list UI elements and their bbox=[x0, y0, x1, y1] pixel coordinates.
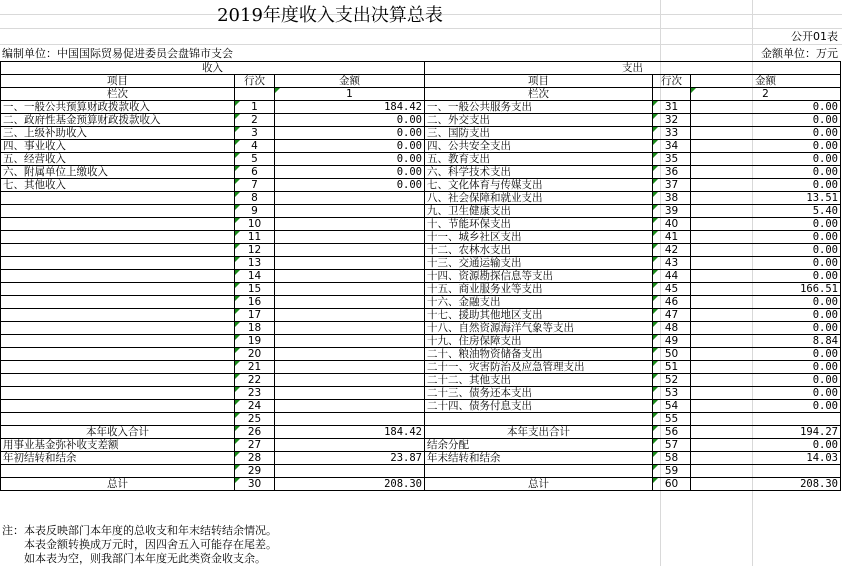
income-rowno-cell[interactable]: 19 bbox=[235, 335, 275, 348]
unit-label: 编制单位：中国国际贸易促进委员会盘锦市支会 bbox=[2, 47, 233, 60]
expense-amount-cell[interactable]: 0.00 bbox=[691, 153, 841, 166]
table-row bbox=[1, 270, 841, 283]
expense-section-header[interactable]: 支出 bbox=[425, 62, 841, 75]
income-amount-cell[interactable] bbox=[275, 231, 425, 244]
income-item-header[interactable]: 项目 bbox=[1, 75, 235, 88]
expense-amount-cell[interactable]: 0.00 bbox=[691, 322, 841, 335]
income-amount-cell[interactable]: 208.30 bbox=[275, 478, 425, 491]
income-rowno-blank[interactable] bbox=[235, 88, 275, 101]
table-row bbox=[1, 452, 841, 465]
expense-amount-cell[interactable]: 0.00 bbox=[691, 257, 841, 270]
expense-rowno-cell[interactable]: 51 bbox=[653, 361, 691, 374]
income-rowno-cell[interactable]: 14 bbox=[235, 270, 275, 283]
income-amount-cell[interactable]: 0.00 bbox=[275, 166, 425, 179]
income-item-cell[interactable] bbox=[1, 322, 235, 335]
page-title: 2019年度收入支出决算总表 bbox=[217, 5, 443, 26]
income-rowno-cell[interactable]: 11 bbox=[235, 231, 275, 244]
expense-rowno-cell[interactable]: 38 bbox=[653, 192, 691, 205]
income-item-cell[interactable] bbox=[1, 192, 235, 205]
income-amount-cell[interactable] bbox=[275, 192, 425, 205]
expense-rowno-cell[interactable]: 40 bbox=[653, 218, 691, 231]
income-amount-cell[interactable] bbox=[275, 348, 425, 361]
income-rowno-cell[interactable]: 27 bbox=[235, 439, 275, 452]
expense-rowno-cell[interactable]: 48 bbox=[653, 322, 691, 335]
income-item-cell[interactable]: 三、上级补助收入 bbox=[1, 127, 235, 140]
income-amount-cell[interactable] bbox=[275, 413, 425, 426]
income-item-cell[interactable]: 二、政府性基金预算财政拨款收入 bbox=[1, 114, 235, 127]
income-rowno-cell[interactable]: 15 bbox=[235, 283, 275, 296]
expense-rowno-header[interactable]: 行次 bbox=[653, 75, 691, 88]
expense-item-cell[interactable]: 十三、交通运输支出 bbox=[425, 257, 653, 270]
income-item-cell[interactable]: 一、一般公共预算财政拨款收入 bbox=[1, 101, 235, 114]
table-row bbox=[1, 387, 841, 400]
expense-amount-cell[interactable]: 0.00 bbox=[691, 348, 841, 361]
income-amount-cell[interactable]: 0.00 bbox=[275, 114, 425, 127]
expense-item-cell[interactable]: 十一、城乡社区支出 bbox=[425, 231, 653, 244]
income-item-cell[interactable] bbox=[1, 348, 235, 361]
expense-column-number[interactable]: 2 bbox=[691, 88, 841, 101]
expense-amount-cell[interactable]: 0.00 bbox=[691, 296, 841, 309]
footnotes bbox=[2, 524, 277, 566]
expense-rowno-cell[interactable]: 58 bbox=[653, 452, 691, 465]
income-rowno-cell[interactable]: 30 bbox=[235, 478, 275, 491]
expense-amount-cell[interactable]: 0.00 bbox=[691, 179, 841, 192]
table-row bbox=[1, 465, 841, 478]
expense-rowno-cell[interactable]: 43 bbox=[653, 257, 691, 270]
table-row bbox=[1, 114, 841, 127]
income-rowno-header[interactable]: 行次 bbox=[235, 75, 275, 88]
expense-item-cell[interactable]: 二十二、其他支出 bbox=[425, 374, 653, 387]
expense-item-cell[interactable]: 十七、援助其他地区支出 bbox=[425, 309, 653, 322]
expense-rowno-cell[interactable]: 32 bbox=[653, 114, 691, 127]
expense-amount-cell[interactable]: 0.00 bbox=[691, 400, 841, 413]
table-row bbox=[1, 153, 841, 166]
income-item-cell[interactable] bbox=[1, 205, 235, 218]
expense-item-cell[interactable]: 十九、住房保障支出 bbox=[425, 335, 653, 348]
income-amount-cell[interactable] bbox=[275, 439, 425, 452]
expense-amount-cell[interactable]: 0.00 bbox=[691, 127, 841, 140]
table-row bbox=[1, 244, 841, 257]
expense-amount-cell[interactable]: 8.84 bbox=[691, 335, 841, 348]
income-column-label[interactable]: 栏次 bbox=[1, 88, 235, 101]
income-item-cell[interactable]: 总计 bbox=[1, 478, 235, 491]
income-amount-cell[interactable] bbox=[275, 309, 425, 322]
income-rowno-cell[interactable]: 2 bbox=[235, 114, 275, 127]
expense-amount-cell[interactable]: 0.00 bbox=[691, 361, 841, 374]
expense-rowno-cell[interactable]: 46 bbox=[653, 296, 691, 309]
income-item-cell[interactable] bbox=[1, 283, 235, 296]
expense-rowno-cell[interactable]: 56 bbox=[653, 426, 691, 439]
income-amount-cell[interactable]: 184.42 bbox=[275, 426, 425, 439]
expense-amount-cell[interactable]: 0.00 bbox=[691, 270, 841, 283]
expense-amount-cell[interactable]: 208.30 bbox=[691, 478, 841, 491]
income-amount-cell[interactable]: 23.87 bbox=[275, 452, 425, 465]
expense-column-label[interactable]: 栏次 bbox=[425, 88, 653, 101]
expense-amount-cell[interactable]: 5.40 bbox=[691, 205, 841, 218]
income-item-cell[interactable]: 六、附属单位上缴收入 bbox=[1, 166, 235, 179]
income-item-cell[interactable]: 用事业基金弥补收支差额 bbox=[1, 439, 235, 452]
expense-rowno-cell[interactable]: 50 bbox=[653, 348, 691, 361]
income-item-cell[interactable] bbox=[1, 296, 235, 309]
income-rowno-cell[interactable]: 6 bbox=[235, 166, 275, 179]
income-item-cell[interactable]: 四、事业收入 bbox=[1, 140, 235, 153]
income-amount-cell[interactable]: 184.42 bbox=[275, 101, 425, 114]
expense-item-cell[interactable]: 十五、商业服务业等支出 bbox=[425, 283, 653, 296]
income-amount-cell[interactable] bbox=[275, 218, 425, 231]
income-item-cell[interactable] bbox=[1, 309, 235, 322]
expense-amount-cell[interactable]: 13.51 bbox=[691, 192, 841, 205]
table-row bbox=[1, 322, 841, 335]
table-row bbox=[1, 140, 841, 153]
expense-amount-cell[interactable]: 0.00 bbox=[691, 244, 841, 257]
income-item-cell[interactable] bbox=[1, 335, 235, 348]
table-row bbox=[1, 296, 841, 309]
income-rowno-cell[interactable]: 8 bbox=[235, 192, 275, 205]
expense-item-cell[interactable]: 二十三、债务还本支出 bbox=[425, 387, 653, 400]
expense-rowno-cell[interactable]: 34 bbox=[653, 140, 691, 153]
income-rowno-cell[interactable]: 7 bbox=[235, 179, 275, 192]
expense-rowno-cell[interactable]: 31 bbox=[653, 101, 691, 114]
expense-item-cell[interactable]: 一、一般公共服务支出 bbox=[425, 101, 653, 114]
expense-item-cell[interactable]: 十八、自然资源海洋气象等支出 bbox=[425, 322, 653, 335]
income-section-header[interactable]: 收入 bbox=[1, 62, 425, 75]
expense-item-cell[interactable]: 三、国防支出 bbox=[425, 127, 653, 140]
expense-item-cell[interactable]: 总计 bbox=[425, 478, 653, 491]
expense-rowno-cell[interactable]: 54 bbox=[653, 400, 691, 413]
expense-amount-cell[interactable]: 0.00 bbox=[691, 387, 841, 400]
table-row bbox=[1, 218, 841, 231]
table-row bbox=[1, 426, 841, 439]
expense-item-cell[interactable] bbox=[425, 465, 653, 478]
income-amount-cell[interactable] bbox=[275, 400, 425, 413]
table-row bbox=[1, 309, 841, 322]
table-row bbox=[1, 192, 841, 205]
table-row bbox=[1, 400, 841, 413]
expense-item-cell[interactable]: 年末结转和结余 bbox=[425, 452, 653, 465]
expense-item-cell[interactable]: 二十一、灾害防治及应急管理支出 bbox=[425, 361, 653, 374]
expense-rowno-cell[interactable]: 60 bbox=[653, 478, 691, 491]
amount-unit: 金额单位：万元 bbox=[761, 47, 838, 60]
expense-item-cell[interactable]: 五、教育支出 bbox=[425, 153, 653, 166]
income-amount-cell[interactable] bbox=[275, 387, 425, 400]
footnote: 注：本表反映部门本年度的总收支和年末结转结余情况。 bbox=[2, 524, 277, 537]
expense-amount-cell[interactable]: 0.00 bbox=[691, 140, 841, 153]
expense-item-header[interactable]: 项目 bbox=[425, 75, 653, 88]
income-rowno-cell[interactable]: 1 bbox=[235, 101, 275, 114]
income-amount-cell[interactable] bbox=[275, 374, 425, 387]
income-amount-cell[interactable] bbox=[275, 257, 425, 270]
expense-item-cell[interactable]: 八、社会保障和就业支出 bbox=[425, 192, 653, 205]
expense-item-cell[interactable]: 结余分配 bbox=[425, 439, 653, 452]
income-rowno-cell[interactable]: 17 bbox=[235, 309, 275, 322]
expense-amount-cell[interactable]: 0.00 bbox=[691, 309, 841, 322]
expense-rowno-cell[interactable]: 44 bbox=[653, 270, 691, 283]
expense-rowno-cell[interactable]: 55 bbox=[653, 413, 691, 426]
income-rowno-cell[interactable]: 13 bbox=[235, 257, 275, 270]
income-rowno-cell[interactable]: 22 bbox=[235, 374, 275, 387]
expense-amount-header[interactable]: 金额 bbox=[691, 75, 841, 88]
income-amount-cell[interactable]: 0.00 bbox=[275, 140, 425, 153]
expense-amount-cell[interactable]: 0.00 bbox=[691, 218, 841, 231]
table-row bbox=[1, 283, 841, 296]
income-item-cell[interactable] bbox=[1, 244, 235, 257]
income-amount-cell[interactable] bbox=[275, 205, 425, 218]
table-row bbox=[1, 179, 841, 192]
expense-rowno-blank[interactable] bbox=[653, 88, 691, 101]
expense-rowno-cell[interactable]: 33 bbox=[653, 127, 691, 140]
income-rowno-cell[interactable]: 23 bbox=[235, 387, 275, 400]
income-amount-cell[interactable] bbox=[275, 296, 425, 309]
expense-amount-cell[interactable]: 0.00 bbox=[691, 101, 841, 114]
table-row bbox=[1, 413, 841, 426]
expense-item-cell[interactable]: 十二、农林水支出 bbox=[425, 244, 653, 257]
expense-rowno-cell[interactable]: 35 bbox=[653, 153, 691, 166]
income-item-cell[interactable]: 本年收入合计 bbox=[1, 426, 235, 439]
income-rowno-cell[interactable]: 3 bbox=[235, 127, 275, 140]
income-item-cell[interactable]: 五、经营收入 bbox=[1, 153, 235, 166]
column-number-row bbox=[1, 88, 841, 101]
income-rowno-cell[interactable]: 26 bbox=[235, 426, 275, 439]
income-rowno-cell[interactable]: 29 bbox=[235, 465, 275, 478]
expense-amount-cell[interactable]: 0.00 bbox=[691, 439, 841, 452]
income-rowno-cell[interactable]: 25 bbox=[235, 413, 275, 426]
expense-rowno-cell[interactable]: 52 bbox=[653, 374, 691, 387]
table-row bbox=[1, 205, 841, 218]
income-item-cell[interactable] bbox=[1, 218, 235, 231]
expense-amount-cell[interactable]: 14.03 bbox=[691, 452, 841, 465]
income-amount-cell[interactable]: 0.00 bbox=[275, 179, 425, 192]
expense-amount-cell[interactable]: 166.51 bbox=[691, 283, 841, 296]
income-rowno-cell[interactable]: 20 bbox=[235, 348, 275, 361]
income-item-cell[interactable] bbox=[1, 400, 235, 413]
income-column-number[interactable]: 1 bbox=[275, 88, 425, 101]
income-rowno-cell[interactable]: 5 bbox=[235, 153, 275, 166]
footnote: 本表金额转换成万元时，因四舍五入可能存在尾差。 bbox=[24, 538, 277, 551]
expense-item-cell[interactable] bbox=[425, 413, 653, 426]
income-amount-cell[interactable] bbox=[275, 270, 425, 283]
table-row bbox=[1, 166, 841, 179]
table-row bbox=[1, 374, 841, 387]
expense-rowno-cell[interactable]: 57 bbox=[653, 439, 691, 452]
income-item-cell[interactable] bbox=[1, 270, 235, 283]
table-row bbox=[1, 335, 841, 348]
income-amount-cell[interactable]: 0.00 bbox=[275, 153, 425, 166]
expense-item-cell[interactable]: 六、科学技术支出 bbox=[425, 166, 653, 179]
expense-amount-cell[interactable]: 194.27 bbox=[691, 426, 841, 439]
table-row bbox=[1, 127, 841, 140]
expense-amount-cell[interactable]: 0.00 bbox=[691, 231, 841, 244]
expense-item-cell[interactable]: 十四、资源勘探信息等支出 bbox=[425, 270, 653, 283]
income-amount-cell[interactable] bbox=[275, 465, 425, 478]
table-row bbox=[1, 348, 841, 361]
expense-item-cell[interactable]: 二十四、债务付息支出 bbox=[425, 400, 653, 413]
expense-item-cell[interactable]: 本年支出合计 bbox=[425, 426, 653, 439]
expense-rowno-cell[interactable]: 42 bbox=[653, 244, 691, 257]
income-amount-cell[interactable] bbox=[275, 322, 425, 335]
expense-rowno-cell[interactable]: 53 bbox=[653, 387, 691, 400]
expense-amount-cell[interactable] bbox=[691, 465, 841, 478]
expense-item-cell[interactable]: 二十、粮油物资储备支出 bbox=[425, 348, 653, 361]
budget-table bbox=[0, 61, 841, 491]
income-item-cell[interactable] bbox=[1, 361, 235, 374]
income-item-cell[interactable] bbox=[1, 413, 235, 426]
table-row bbox=[1, 257, 841, 270]
income-amount-cell[interactable]: 0.00 bbox=[275, 127, 425, 140]
income-amount-header[interactable]: 金额 bbox=[275, 75, 425, 88]
income-item-cell[interactable] bbox=[1, 231, 235, 244]
income-item-cell[interactable] bbox=[1, 257, 235, 270]
expense-rowno-cell[interactable]: 39 bbox=[653, 205, 691, 218]
expense-rowno-cell[interactable]: 37 bbox=[653, 179, 691, 192]
income-amount-cell[interactable] bbox=[275, 361, 425, 374]
expense-rowno-cell[interactable]: 45 bbox=[653, 283, 691, 296]
expense-item-cell[interactable]: 四、公共安全支出 bbox=[425, 140, 653, 153]
income-amount-cell[interactable] bbox=[275, 335, 425, 348]
expense-amount-cell[interactable]: 0.00 bbox=[691, 374, 841, 387]
table-row bbox=[1, 361, 841, 374]
section-header-row bbox=[1, 62, 841, 75]
income-rowno-cell[interactable]: 10 bbox=[235, 218, 275, 231]
expense-item-cell[interactable]: 七、文化体育与传媒支出 bbox=[425, 179, 653, 192]
income-rowno-cell[interactable]: 9 bbox=[235, 205, 275, 218]
income-rowno-cell[interactable]: 16 bbox=[235, 296, 275, 309]
expense-amount-cell[interactable] bbox=[691, 413, 841, 426]
income-item-cell[interactable]: 七、其他收入 bbox=[1, 179, 235, 192]
income-rowno-cell[interactable]: 28 bbox=[235, 452, 275, 465]
income-item-cell[interactable] bbox=[1, 465, 235, 478]
income-amount-cell[interactable] bbox=[275, 283, 425, 296]
column-header-row bbox=[1, 75, 841, 88]
expense-item-cell[interactable]: 十六、金融支出 bbox=[425, 296, 653, 309]
expense-rowno-cell[interactable]: 36 bbox=[653, 166, 691, 179]
table-row bbox=[1, 439, 841, 452]
table-row bbox=[1, 231, 841, 244]
form-code: 公开01表 bbox=[791, 30, 838, 43]
income-rowno-cell[interactable]: 12 bbox=[235, 244, 275, 257]
income-rowno-cell[interactable]: 24 bbox=[235, 400, 275, 413]
expense-rowno-cell[interactable]: 47 bbox=[653, 309, 691, 322]
income-item-cell[interactable]: 年初结转和结余 bbox=[1, 452, 235, 465]
expense-amount-cell[interactable]: 0.00 bbox=[691, 114, 841, 127]
income-rowno-cell[interactable]: 18 bbox=[235, 322, 275, 335]
income-rowno-cell[interactable]: 4 bbox=[235, 140, 275, 153]
footnote: 如本表为空，则我部门本年度无此类资金收支余。 bbox=[24, 552, 266, 565]
expense-rowno-cell[interactable]: 49 bbox=[653, 335, 691, 348]
expense-amount-cell[interactable]: 0.00 bbox=[691, 166, 841, 179]
table-row bbox=[1, 478, 841, 491]
expense-rowno-cell[interactable]: 59 bbox=[653, 465, 691, 478]
income-item-cell[interactable] bbox=[1, 374, 235, 387]
table-row bbox=[1, 101, 841, 114]
income-amount-cell[interactable] bbox=[275, 244, 425, 257]
income-rowno-cell[interactable]: 21 bbox=[235, 361, 275, 374]
expense-item-cell[interactable]: 十、节能环保支出 bbox=[425, 218, 653, 231]
expense-item-cell[interactable]: 九、卫生健康支出 bbox=[425, 205, 653, 218]
income-item-cell[interactable] bbox=[1, 387, 235, 400]
expense-item-cell[interactable]: 二、外交支出 bbox=[425, 114, 653, 127]
expense-rowno-cell[interactable]: 41 bbox=[653, 231, 691, 244]
